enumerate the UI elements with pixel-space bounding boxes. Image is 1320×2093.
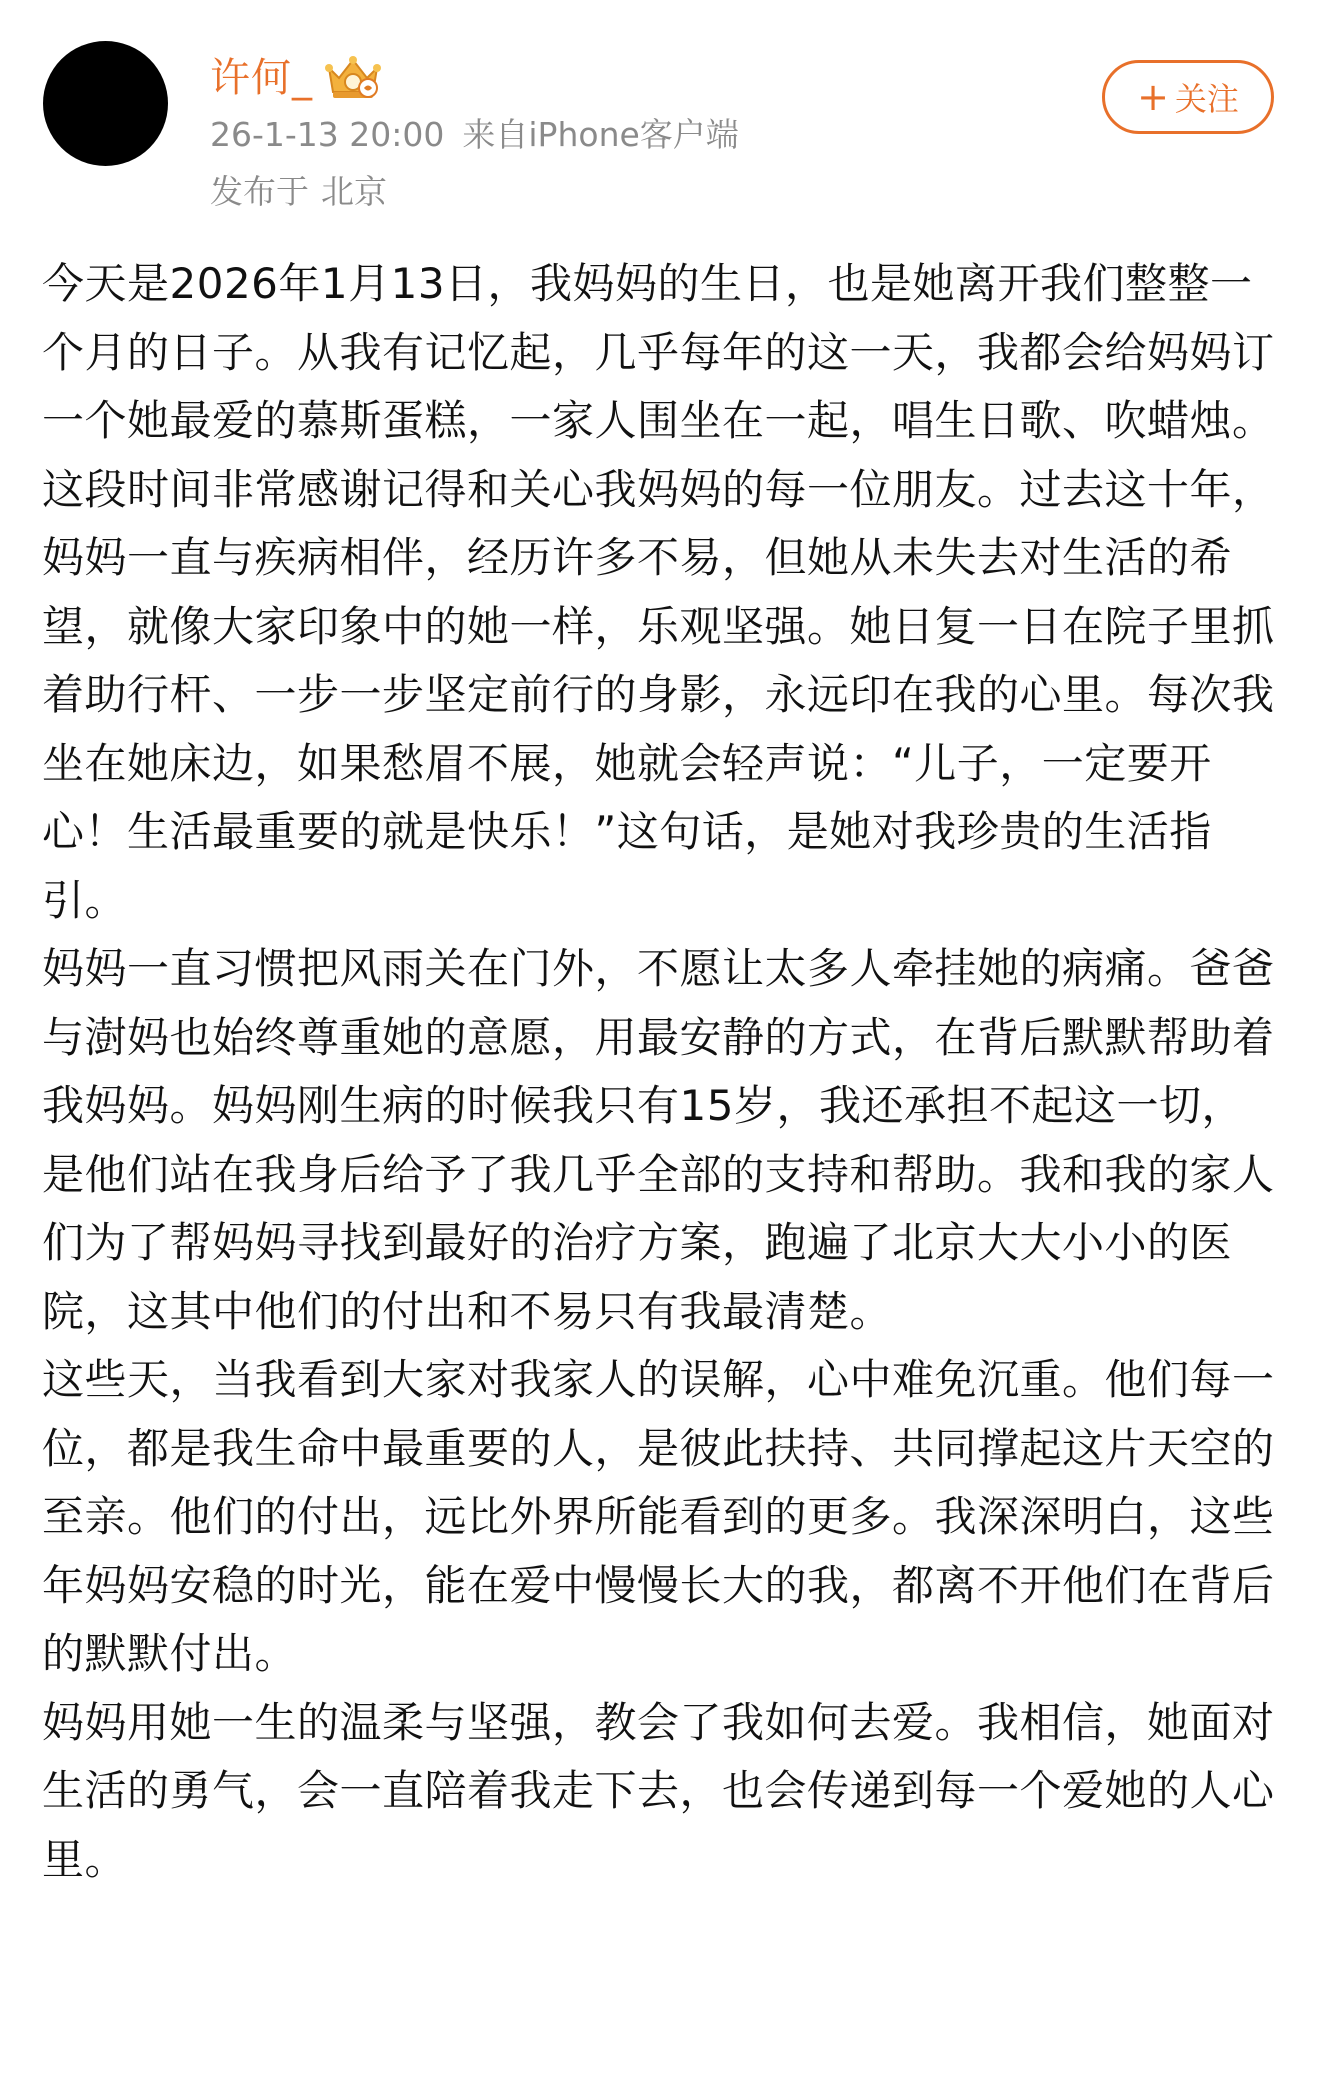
user-line bbox=[210, 48, 383, 108]
post-meta bbox=[210, 113, 739, 157]
post-paragraph-1: 今天是2026年1月13日，我妈妈的生日，也是她离开我们整整一个月的日子。从我有记忆起，几乎每年的这一天，我都会给妈妈订一个她最爱的慕斯蛋糕，一家人围坐在一起，唱生日歌、吹蜡烛。 bbox=[42, 259, 1275, 445]
crown-badge-icon[interactable] bbox=[323, 52, 383, 104]
post-body bbox=[42, 250, 1282, 1894]
post-paragraph-5: 妈妈用她一生的温柔与坚强，教会了我如何去爱。我相信，她面对生活的勇气，会一直陪着我走下去，也会传递到每一个爱她的人心里。 bbox=[42, 1697, 1275, 1884]
username[interactable]: 许何_ bbox=[210, 55, 313, 101]
location-name: 北京 bbox=[321, 172, 387, 211]
post-header bbox=[0, 0, 1320, 220]
post-source: 来自iPhone客户端 bbox=[462, 115, 739, 154]
post-paragraph-3: 妈妈一直习惯把风雨关在门外，不愿让太多人牵挂她的病痛。爸爸与澍妈也始终尊重她的意愿，用最安静的方式，在背后默默帮助着我妈妈。妈妈刚生病的时候我只有15岁，我还承担不起这一切，是他们站在我身后给予了我几乎全部的支持和帮助。我和我的家人们为了帮妈妈寻找到最好的治疗方案，跑遍了北京大大小小的医院，这其中他们的付出和不易只有我最清楚。 bbox=[42, 944, 1275, 1336]
plus-icon: + bbox=[1137, 75, 1169, 119]
avatar[interactable] bbox=[43, 41, 168, 166]
location-prefix: 发布于 bbox=[210, 172, 309, 211]
post-paragraph-2: 这段时间非常感谢记得和关心我妈妈的每一位朋友。过去这十年，妈妈一直与疾病相伴，经历许多不易，但她从未失去对生活的希望，就像大家印象中的她一样，乐观坚强。她日复一日在院子里抓着助行杆、一步一步坚定前行的身影，永远印在我的心里。每次我坐在她床边，如果愁眉不展，她就会轻声说：“儿子，一定要开心！生活最重要的就是快乐！”这句话，是她对我珍贵的生活指引。 bbox=[42, 464, 1275, 925]
post-location bbox=[210, 170, 387, 214]
crown-badge-graphic bbox=[323, 52, 383, 104]
follow-button[interactable] bbox=[1102, 60, 1274, 134]
follow-label: 关注 bbox=[1174, 80, 1239, 118]
post-time: 26-1-13 20:00 bbox=[210, 115, 445, 154]
post-paragraph-4: 这些天，当我看到大家对我家人的误解，心中难免沉重。他们每一位，都是我生命中最重要的人，是彼此扶持、共同撑起这片天空的至亲。他们的付出，远比外界所能看到的更多。我深深明白，这些年妈妈安稳的时光，能在爱中慢慢长大的我，都离不开他们在背后的默默付出。 bbox=[42, 1355, 1275, 1678]
